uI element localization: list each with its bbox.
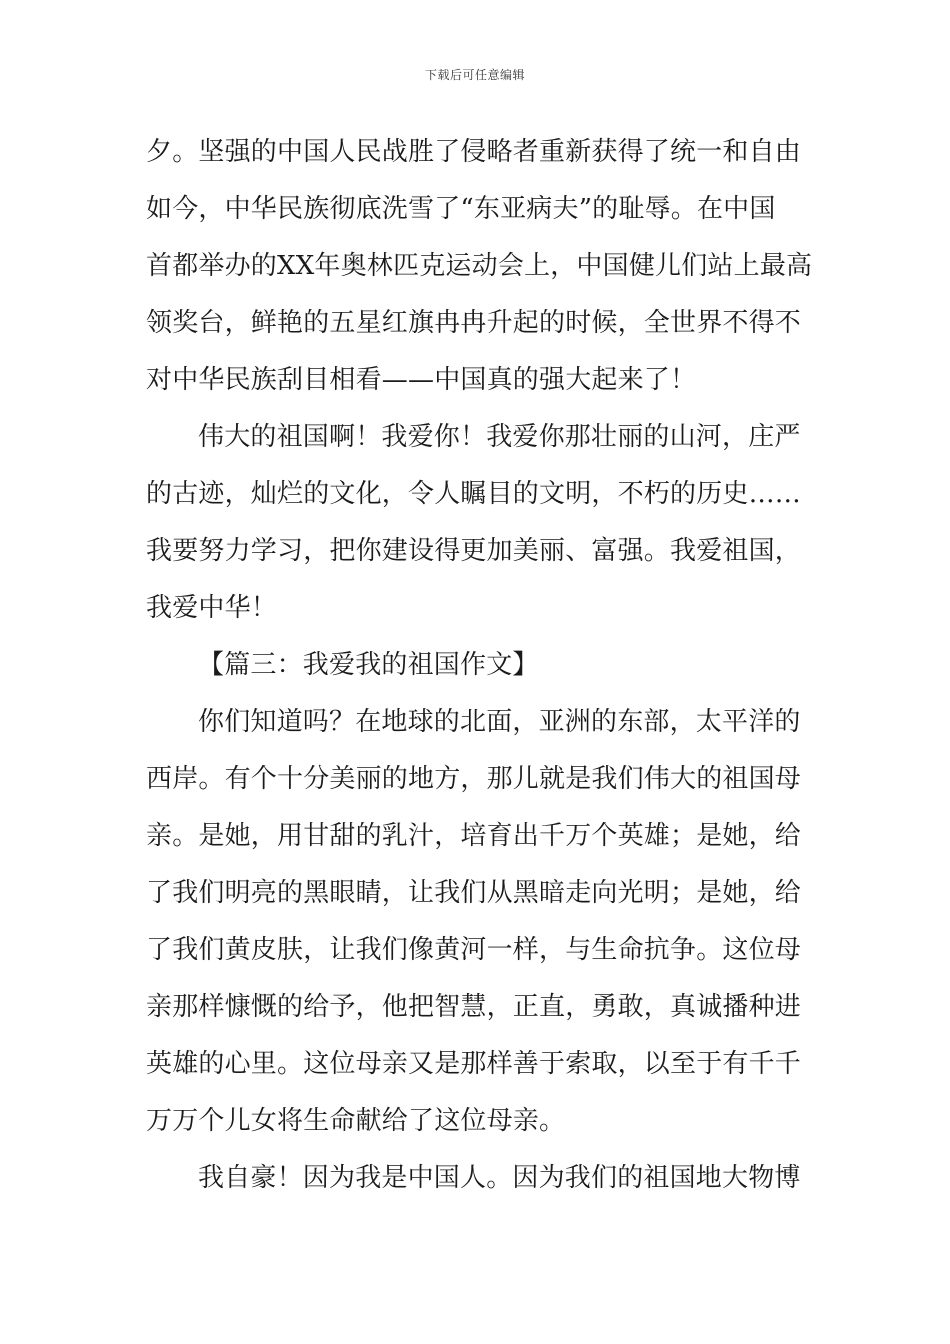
text-line: 亲那样慷慨的给予，他把智慧，正直，勇敢，真诚播种进 xyxy=(146,992,802,1022)
text-line: 我自豪！因为我是中国人。因为我们的祖国地大物博 xyxy=(198,1163,801,1193)
text-line: 对中华民族刮目相看——中国真的强大起来了！ xyxy=(146,365,697,395)
text-line: 西岸。有个十分美丽的地方，那儿就是我们伟大的祖国母 xyxy=(146,764,802,794)
text-line: 我要努力学习，把你建设得更加美丽、富强。我爱祖国， xyxy=(146,536,802,566)
text-line: 亲。是她，用甘甜的乳汁，培育出千万个英雄；是她，给 xyxy=(146,821,802,851)
text-line: 万万个儿女将生命献给了这位母亲。 xyxy=(146,1106,566,1136)
text-line: 的古迹，灿烂的文化，令人瞩目的文明，不朽的历史…… xyxy=(146,479,802,509)
document-body xyxy=(146,124,813,1207)
text-line: 首都举办的XX年奥林匹克运动会上，中国健儿们站上最高 xyxy=(146,251,813,281)
text-line: 英雄的心里。这位母亲又是那样善于索取，以至于有千千 xyxy=(146,1049,802,1079)
page-header: 下载后可任意编辑 xyxy=(424,68,525,82)
section-heading: 【篇三：我爱我的祖国作文】 xyxy=(198,650,539,680)
text-line: 了我们黄皮肤，让我们像黄河一样，与生命抗争。这位母 xyxy=(146,935,802,965)
text-line: 伟大的祖国啊！我爱你！我爱你那壮丽的山河，庄严 xyxy=(198,422,801,452)
text-line: 了我们明亮的黑眼睛，让我们从黑暗走向光明；是她，给 xyxy=(146,878,802,908)
text-line: 如今，中华民族彻底洗雪了“东亚病夫”的耻辱。在中国 xyxy=(146,194,776,224)
text-line: 夕。坚强的中国人民战胜了侵略者重新获得了统一和自由 xyxy=(146,137,802,167)
text-line: 领奖台，鲜艳的五星红旗冉冉升起的时候，全世界不得不 xyxy=(146,308,802,338)
text-line: 你们知道吗？在地球的北面，亚洲的东部，太平洋的 xyxy=(198,707,801,737)
text-line: 我爱中华！ xyxy=(146,593,278,623)
